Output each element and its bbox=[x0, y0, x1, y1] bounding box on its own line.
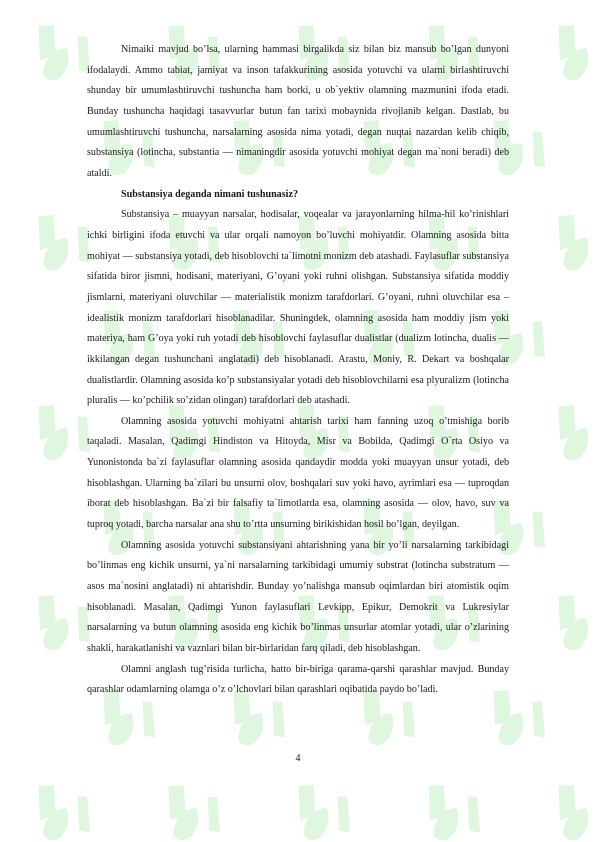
body-paragraph: Olamning asosida yotuvchi substansiyani ahtarishning yana bir yo’li narsalarning tarkibidagi bo’linmas eng kichik unsurni, ya`ni narsalarning tarkibidagi umumiy substrat (lotincha substratum — asos ma`nosini anglatadi) ni ahtarishdir. Bunday yo’nalishga mansub oqimlardan biri atomistik oqim hisoblanadi. Masalan, Qadimgi Yunon faylasuflari Levkipp, Epikur, Demokrit va Lukresiylar narsalarning va butun olamning asosida eng kichik bo’linmas unsurlar atomlar yotadi, ular o’zlarining shakli, harakatlanishi va vaznlari bilan bir-birlaridan farq qiladi, deb hisoblashgan. bbox=[87, 539, 509, 655]
body-paragraph: Substansiya – muayyan narsalar, hodisalar, voqealar va jarayonlarning hilma-hil ko’rinishlari ichki birligini ifoda etuvchi va ular orqali namoyon bo’luvchi mohiyatdir. Olamning asosida bitta mohiyat — substansiya yotadi, deb hisoblovchi ta`limotni monizm deb atashadi. Faylasuflar substansiya sifatida biror jismni, hodisani, materiyani, G’oyani yoki ruhni olishgan. Substansiya sifatida moddiy jismlarni, materiyani oluvchilar — materialistik monizm tarafdorlari. G’oyani, ruhni oluvchilar esa – idealistik monizm tarafdorlari hisoblanadilar. Shuningdek, olamning asosida ham moddiy jism yoki materiya, ham G’oya yoki ruh yotadi deb hisoblovchi faylasuflar dualistlar (dualizm lotincha, dualis — ikkilangan degan tushunchani anglatadi) deb hisoblanadi. Arastu, Moniy, R. Dekart va boshqalar dualistlardir. Olamning asosida ko’p substansiyalar yotadi deb hisoblovchilarni esa plyuralizm (lotincha pluralis — ko’pchilik so’zidan olingan) tarafdorlari deb atashadi. bbox=[87, 209, 509, 407]
section-heading: Substansiya deganda nimani tushunasiz? bbox=[121, 188, 298, 200]
document-body bbox=[87, 40, 509, 701]
body-paragraph: Nimaiki mavjud bo’lsa, ularning hammasi birgalikda siz bilan biz mansub bo’lgan dunyoni ifodalaydi. Ammo tabiat, jamiyat va inson tafakkurining asosida yotuvchi va ularni birlashtiruvchi shunday bir umumlashtiruvchi tushuncha ham borki, u ob`yektiv olamning mazmunini ifoda etadi. Bunday tushuncha haqidagi tasavvurlar butun fan tarixi mobaynida rivojlanib kelgan. Dastlab, bu umumlashtiruvchi tushuncha, narsalarning asosida nima yotadi, degan nuqtai nazardan kelib chiqib, substansiya (lotincha, substantia — nimaningdir asosida yotuvchi mohiyat degan ma`noni beradi) deb ataldi. bbox=[87, 44, 509, 179]
body-paragraph: Olamning asosida yotuvchi mohiyatni ahtarish tarixi ham fanning uzoq o’tmishiga borib taqaladi. Masalan, Qadimgi Hindiston va Hitoyda, Misr va Bobilda, Qadimgi O`rta Osiyo va Yunonistonda ba`zi faylasuflar olamning asosida qandaydir modda yoki muayyan unsur yotadi, deb hisoblashgan. Ularning ba`zilari bu unsurni olov, boshqalari suv yoki havo, ayrimlari esa — tuproqdan iborat deb hisoblashgan. Ba`zi bir falsafiy ta`limotlarda esa, olamning asosida — olov, havo, suv va tuproq yotadi, barcha narsalar ana shu to’rtta unsurning birikishidan hosil bo’lgan, deyilgan. bbox=[87, 415, 509, 531]
page-number: 4 bbox=[295, 753, 301, 764]
body-paragraph: Olamni anglash tug’risida turlicha, hatto bir-biriga qarama-qarshi qarashlar mavjud. Bunday qarashlar odamlarning olamga o’z o’lchovlari bilan qarashlari oqibatida paydo bo’ladi. bbox=[87, 663, 509, 696]
